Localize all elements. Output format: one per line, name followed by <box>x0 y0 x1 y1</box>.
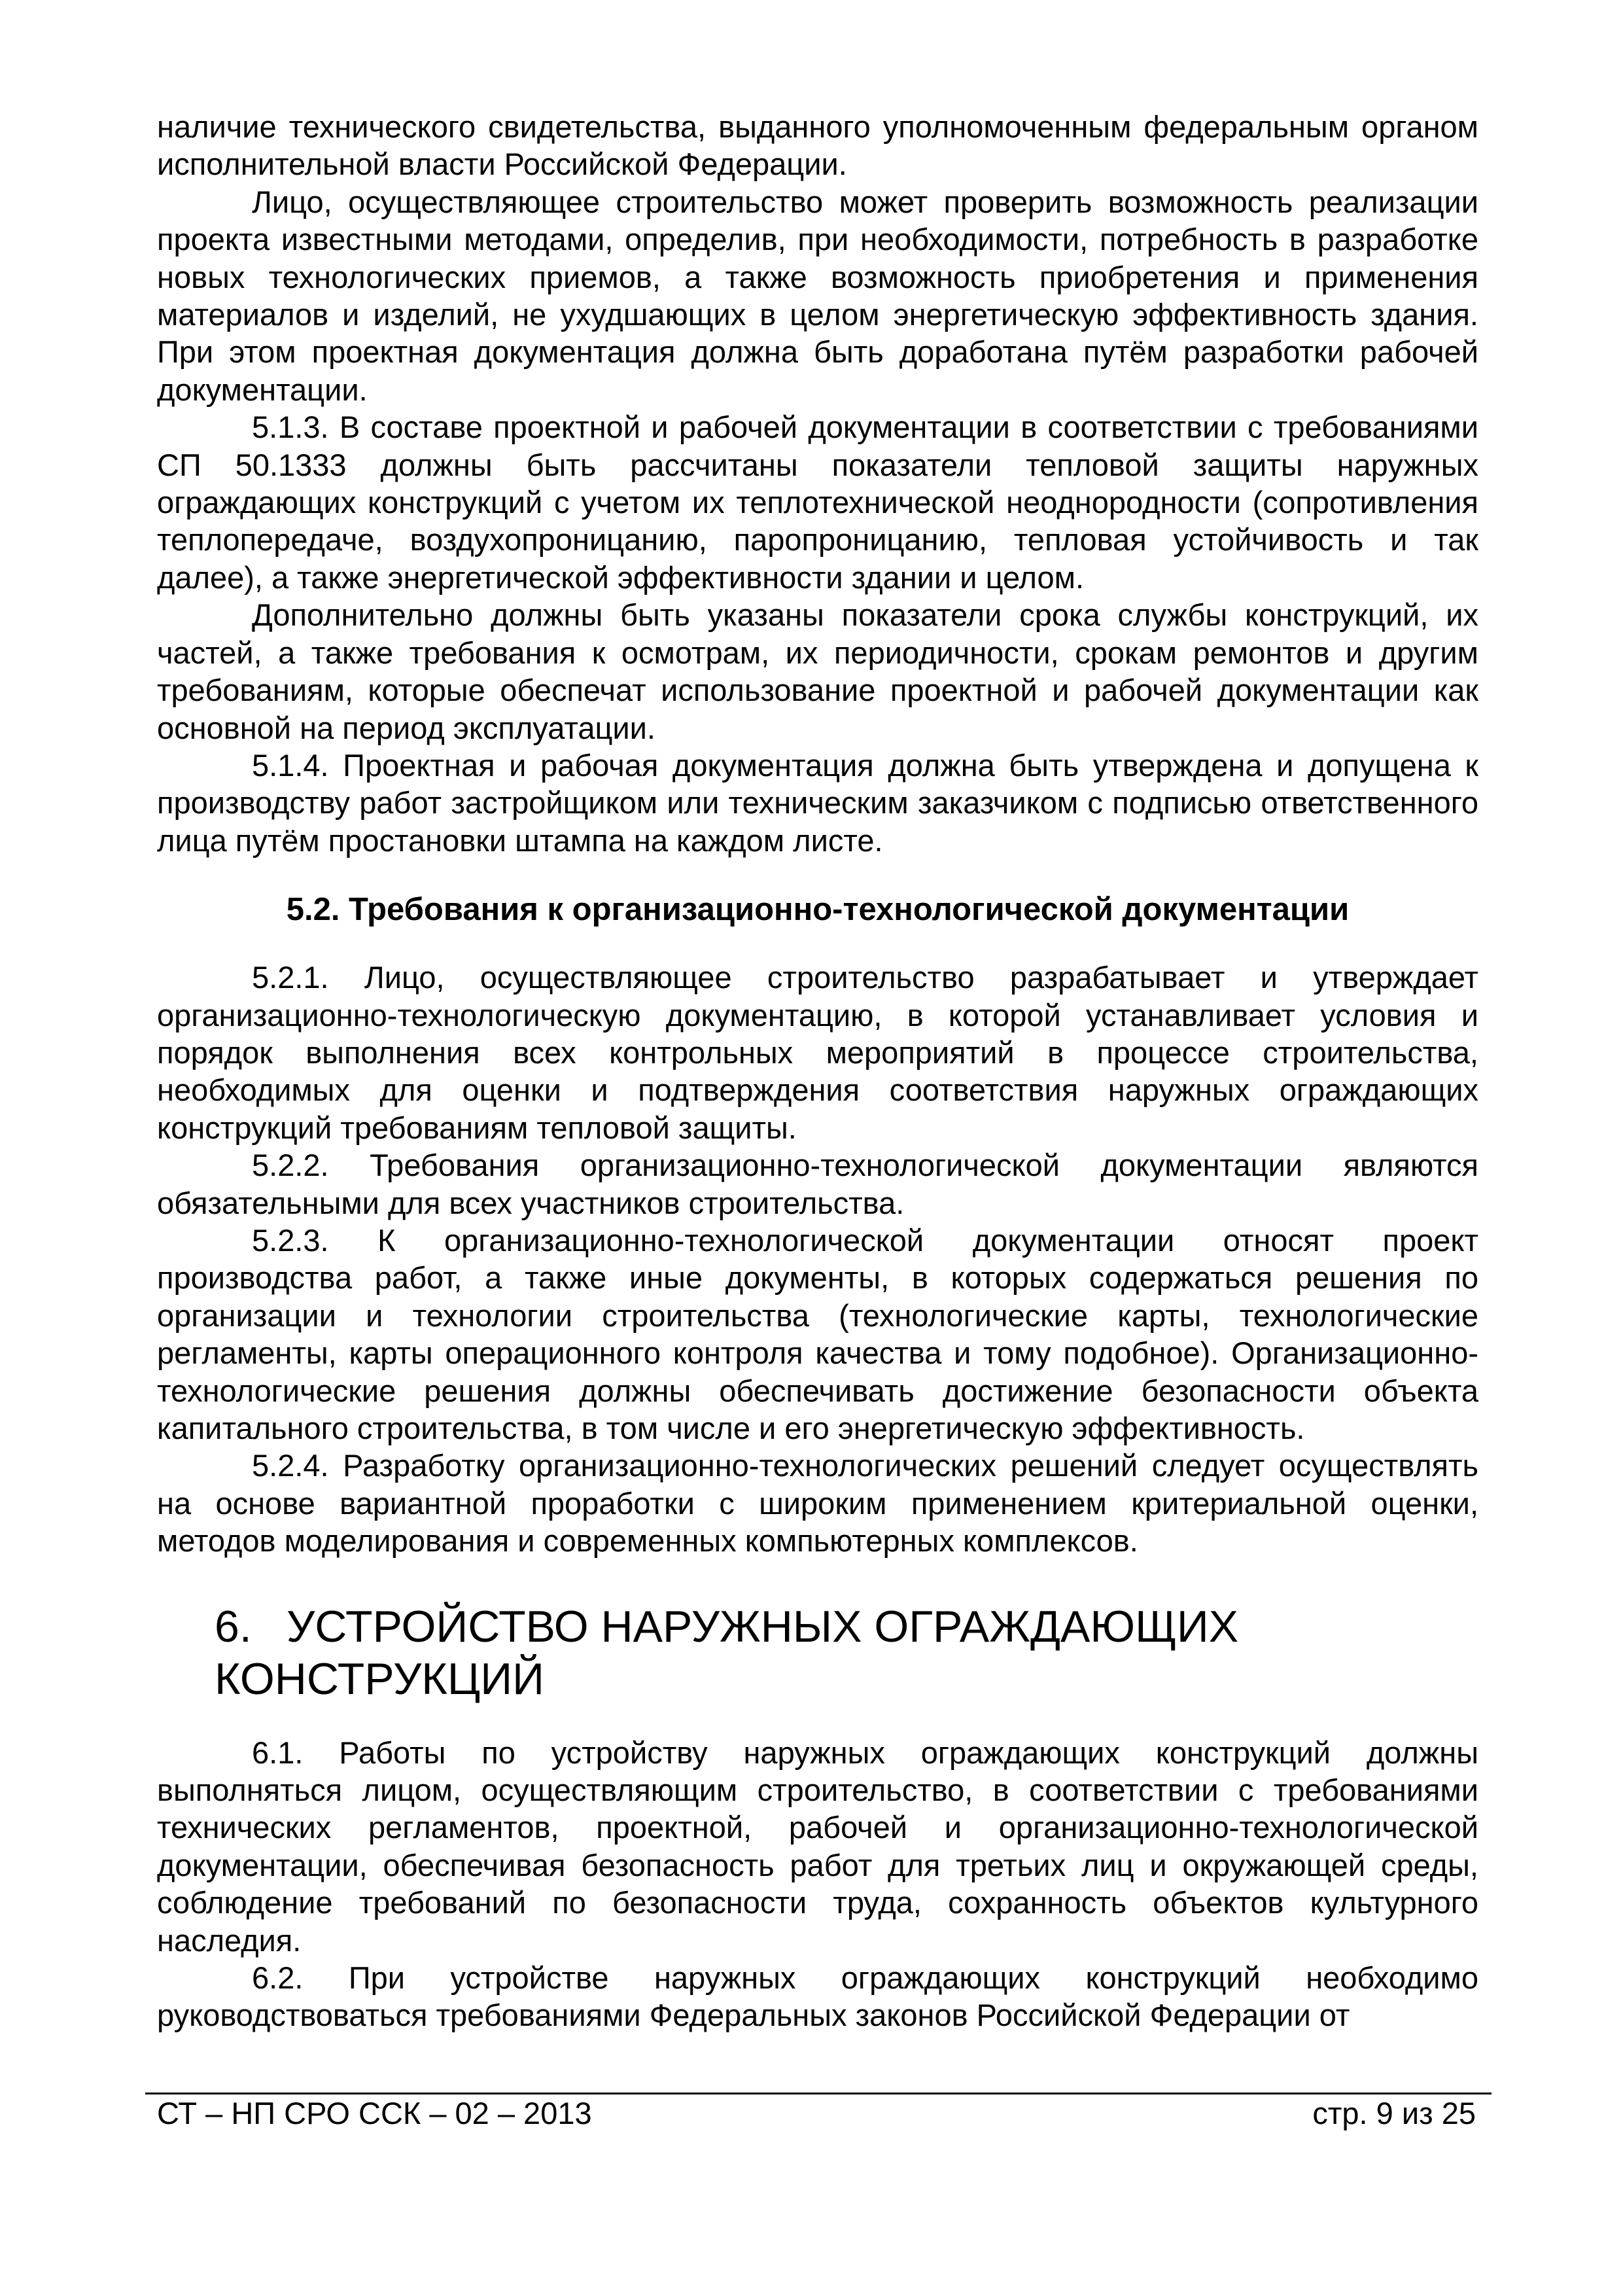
paragraph-6-1: 6.1. Работы по устройству наружных ограждающих конструкций должны выполняться лицом, осуществляющим строительство, в соответствии с требованиями технических регламентов, проектной, рабочей и организационно-технологической документации, обеспечивая безопасность работ для третьих лиц и окружающей среды, соблюдение требований по безопасности труда, сохранность объектов культурного наследия. <box>157 1735 1478 1958</box>
paragraph-service-life: Дополнительно должны быть указаны показатели срока службы конструкций, их частей, а также требования к осмотрам, их периодичности, срокам ремонтов и другим требованиям, которые обеспечат использование проектной и рабочей документации как основной на период эксплуатации. <box>157 597 1478 745</box>
paragraph-6-2: 6.2. При устройстве наружных ограждающих конструкций необходимо руководствоваться требованиями Федеральных законов Российской Федерации от <box>157 1960 1478 2033</box>
paragraph-5-1-3: 5.1.3. В составе проектной и рабочей документации в соответствии с требованиями СП 50.1333 должны быть рассчитаны показатели тепловой защиты наружных ограждающих конструкций с учетом их теплотехнической неоднородности (сопротивления теплопередаче, воздухопроницанию, паропроницанию, тепловая устойчивость и так далее), а также энергетической эффективности здании и целом. <box>157 410 1478 595</box>
footer-document-code: СТ – НП СРО ССК – 02 – 2013 <box>157 2096 592 2130</box>
paragraph-5-2-4: 5.2.4. Разработку организационно-технологических решений следует осуществлять на основе вариантной проработки с широким применением критериальной оценки, методов моделирования и современных компьютерных комплексов. <box>157 1448 1478 1559</box>
paragraph-5-2-3: 5.2.3. К организационно-технологической документации относят проект производства работ, а также иные документы, в которых содержаться решения по организации и технологии строительства (технологические карты, технологические регламенты, карты операционного контроля качества и тому подобное). Организационно-технологические решения должны обеспечивать достижение безопасности объекта капитального строительства, в том числе и его энергетическую эффективность. <box>157 1222 1478 1445</box>
paragraph-5-1-4: 5.1.4. Проектная и рабочая документация должна быть утверждена и допущена к производству работ застройщиком или техническим заказчиком с подписью ответственного лица путём простановки штампа на каждом листе. <box>157 747 1478 858</box>
body-text <box>157 108 1478 2034</box>
paragraph-project-verification: Лицо, осуществляющее строительство может проверить возможность реализации проекта известными методами, определив, при необходимости, потребность в разработке новых технологических приемов, а также возможность приобретения и применения материалов и изделий, не ухудшающих в целом энергетическую эффективность здания. При этом проектная документация должна быть доработана путём разработки рабочей документации. <box>157 184 1478 407</box>
chapter-heading-6 <box>157 1600 1478 1705</box>
paragraph-technical-certificate: наличие технического свидетельства, выданного уполномоченным федеральным органом исполнительной власти Российской Федерации. <box>157 109 1478 182</box>
chapter-title: УСТРОЙСТВО НАРУЖНЫХ ОГРАЖДАЮЩИХ КОНСТРУКЦИЙ <box>215 1601 1239 1704</box>
footer-page-number: стр. 9 из 25 <box>1312 2096 1476 2130</box>
paragraph-5-2-2: 5.2.2. Требования организационно-технологической документации являются обязательными для всех участников строительства. <box>157 1148 1478 1220</box>
footer-divider <box>145 2093 1492 2094</box>
chapter-number: 6. <box>215 1601 252 1651</box>
section-heading-5-2: 5.2. Требования к организационно-технологической документации <box>286 892 1350 928</box>
paragraph-5-2-1: 5.2.1. Лицо, осуществляющее строительство разрабатывает и утверждает организационно-технологическую документацию, в которой устанавливает условия и порядок выполнения всех контрольных мероприятий в процессе строительства, необходимых для оценки и подтверждения соответствия наружных ограждающих конструкций требованиям тепловой защиты. <box>157 960 1478 1145</box>
